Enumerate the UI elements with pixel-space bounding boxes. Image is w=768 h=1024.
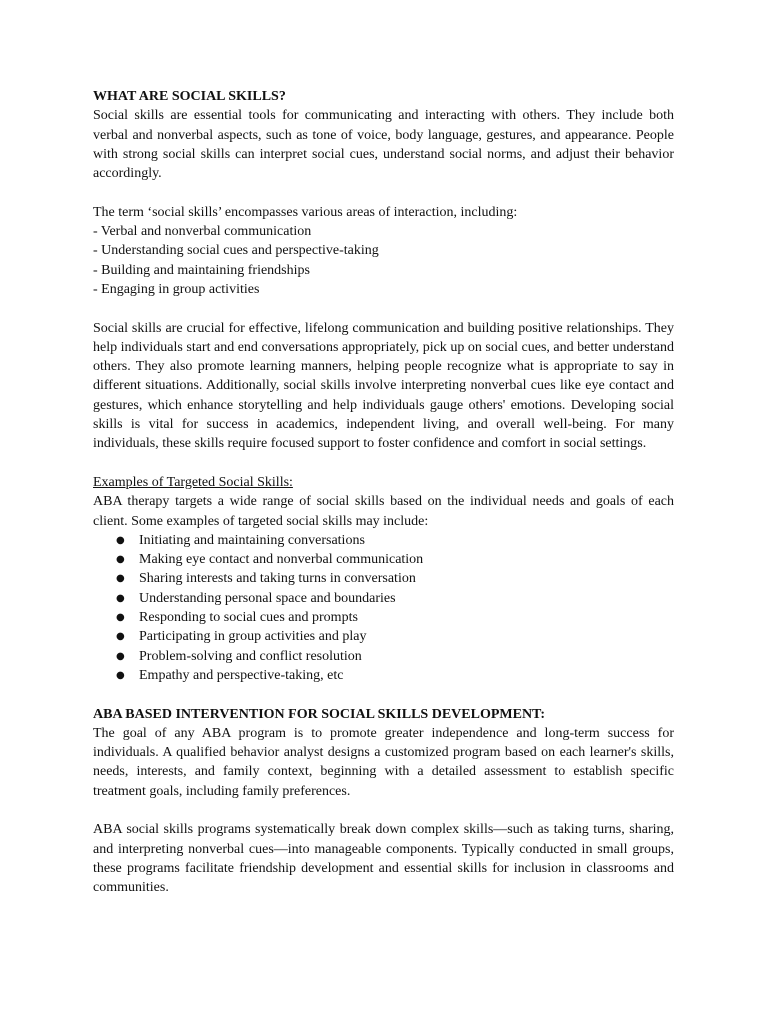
list-item bbox=[93, 569, 674, 588]
list-item: - Engaging in group activities bbox=[93, 281, 260, 297]
list-item bbox=[93, 666, 674, 685]
list-item-text: Initiating and maintaining conversations bbox=[139, 532, 365, 548]
list-item bbox=[93, 647, 674, 666]
list-item-text: Making eye contact and nonverbal communication bbox=[139, 552, 424, 568]
bullet-icon: ● bbox=[116, 534, 125, 546]
section-heading-aba-intervention: ABA BASED INTERVENTION FOR SOCIAL SKILLS DEVELOPMENT: bbox=[93, 706, 546, 722]
list-item bbox=[93, 608, 674, 627]
list-item-text: Problem-solving and conflict resolution bbox=[139, 648, 362, 664]
bullet-icon: ● bbox=[116, 573, 125, 585]
list-item bbox=[93, 550, 674, 569]
examples-subheading: Examples of Targeted Social Skills: bbox=[93, 474, 293, 490]
list-item bbox=[93, 589, 674, 608]
section-heading-what-are-social-skills: WHAT ARE SOCIAL SKILLS? bbox=[93, 89, 286, 104]
list-item-text: Sharing interests and taking turns in conversation bbox=[139, 571, 416, 587]
interaction-areas-list bbox=[93, 222, 674, 299]
list-item: - Understanding social cues and perspective-taking bbox=[93, 243, 379, 259]
aba-goal-paragraph: The goal of any ABA program is to promote greater independence and long-term success for individuals. A qualified behavior analyst designs a customized program based on each learner's skills, needs, interests, and family context, beginning with a detailed assessment to establish specific treatment goals, including family preferences. bbox=[93, 725, 674, 799]
list-item-text: Understanding personal space and boundaries bbox=[139, 590, 396, 606]
list-item: - Building and maintaining friendships bbox=[93, 262, 310, 278]
targeted-skills-list bbox=[93, 531, 674, 685]
spacer bbox=[93, 299, 674, 318]
importance-paragraph: Social skills are crucial for effective, lifelong communication and building positive relationships. They help individuals start and end conversations appropriately, pick up on social cues, and better understand others. They also promote learning manners, helping people recognize what is appropriate to say in different situations. Additionally, social skills involve interpreting nonverbal cues like eye contact and gestures, which enhance storytelling and help individuals gauge others' emotions. Developing social skills is vital for success in academics, independent living, and overall well-being. For many individuals, these skills require focused support to foster confidence and comfort in social settings. bbox=[93, 320, 674, 452]
bullet-icon: ● bbox=[116, 554, 125, 566]
spacer bbox=[93, 183, 674, 202]
bullet-icon: ● bbox=[116, 650, 125, 662]
intro-paragraph: Social skills are essential tools for communicating and interacting with others. They include both verbal and nonverbal aspects, such as tone of voice, body language, gestures, and appearance. People with strong social skills can interpret social cues, understand social norms, and adjust their behavior accordingly. bbox=[93, 108, 674, 182]
spacer bbox=[93, 454, 674, 473]
bullet-icon: ● bbox=[116, 631, 125, 643]
list-item-text: Participating in group activities and play bbox=[139, 629, 367, 645]
bullet-icon: ● bbox=[116, 612, 125, 624]
list-item-text: Responding to social cues and prompts bbox=[139, 610, 358, 626]
bullet-icon: ● bbox=[116, 592, 125, 604]
spacer bbox=[93, 801, 674, 820]
bullet-icon: ● bbox=[116, 669, 125, 681]
term-lead-paragraph: The term ‘social skills’ encompasses various areas of interaction, including: bbox=[93, 204, 518, 220]
examples-intro-paragraph: ABA therapy targets a wide range of social skills based on the individual needs and goals of each client. Some examples of targeted social skills may include: bbox=[93, 494, 674, 529]
list-item: - Verbal and nonverbal communication bbox=[93, 224, 312, 240]
spacer bbox=[93, 685, 674, 704]
list-item-text: Empathy and perspective-taking, etc bbox=[139, 667, 344, 683]
aba-programs-paragraph: ABA social skills programs systematically break down complex skills—such as taking turns, sharing, and interpreting nonverbal cues—into manageable components. Typically conducted in small groups, these programs facilitate friendship development and essential skills for inclusion in classrooms and communities. bbox=[93, 822, 674, 896]
list-item bbox=[93, 531, 674, 550]
list-item bbox=[93, 627, 674, 646]
